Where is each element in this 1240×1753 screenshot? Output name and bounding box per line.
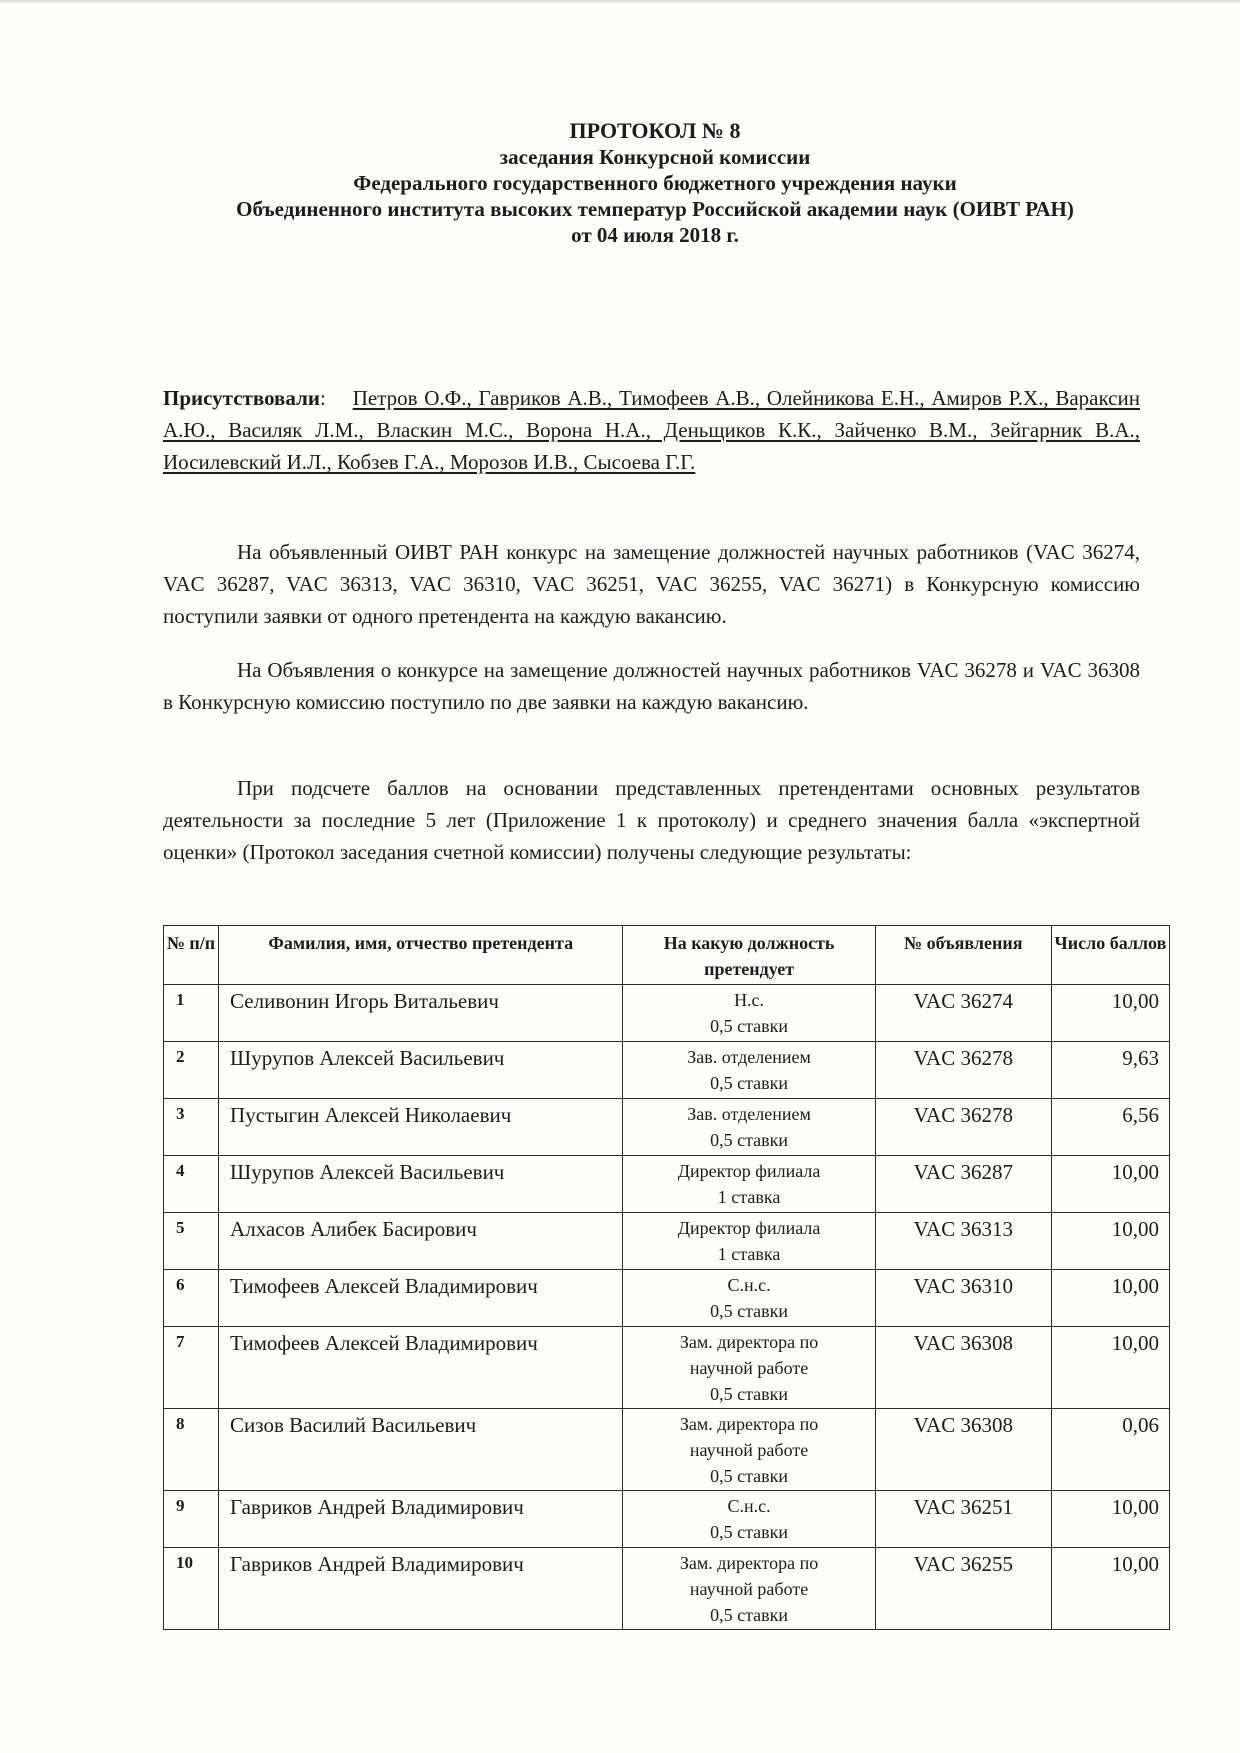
position-line: научной работе (689, 1440, 809, 1460)
position-line: Зав. отделением (687, 1047, 811, 1067)
scan-edge (0, 0, 1240, 4)
position-line: Зав. отделением (687, 1104, 811, 1124)
cell-position (623, 1409, 875, 1491)
cell-ad: VAC 36274 (875, 985, 1051, 1042)
cell-num: 5 (164, 1213, 219, 1270)
results-table (163, 925, 1170, 1630)
position-line: научной работе (689, 1579, 809, 1599)
table-row (164, 985, 1170, 1042)
cell-num: 1 (164, 985, 219, 1042)
header-name: Фамилия, имя, отчество претендента (219, 926, 623, 985)
cell-name: Шурупов Алексей Васильевич (219, 1042, 623, 1099)
cell-name: Селивонин Игорь Витальевич (219, 985, 623, 1042)
institute-name-line: Объединенного института высоких температур Российской академии наук (ОИВТ РАН) (236, 197, 1074, 221)
position-line: научной работе (689, 1358, 809, 1378)
position-line: 0,5 ставки (710, 1605, 789, 1625)
cell-score: 10,00 (1051, 1491, 1169, 1548)
paragraph-score-results: При подсчете баллов на основании представленных претендентами основных результатов деятельности за последние 5 лет (Приложение 1 к протоколу) и среднего значения балла «экспертной оценки» (Протокол заседания счетной комиссии) получены следующие результаты: (163, 776, 1140, 864)
cell-ad: VAC 36310 (875, 1270, 1051, 1327)
cell-score: 10,00 (1051, 1270, 1169, 1327)
position-line: С.н.с. (727, 1496, 771, 1516)
paragraph-two-applicants: На Объявления о конкурсе на замещение должностей научных работников VAC 36278 и VAC 36308 в Конкурсную комиссию поступило по две заявки на каждую вакансию. (163, 658, 1140, 714)
position-line: С.н.с. (727, 1275, 771, 1295)
cell-name: Алхасов Алибек Басирович (219, 1213, 623, 1270)
position-line: 0,5 ставки (710, 1016, 789, 1036)
cell-name: Сизов Василий Васильевич (219, 1409, 623, 1491)
cell-ad: VAC 36308 (875, 1409, 1051, 1491)
cell-position (623, 1156, 875, 1213)
table-row (164, 1548, 1170, 1630)
cell-score: 6,56 (1051, 1099, 1169, 1156)
position-line: Зам. директора по (679, 1553, 819, 1573)
attendees-names: Петров О.Ф., Гавриков А.В., Тимофеев А.В., Олейникова Е.Н., Амиров Р.Х., Вараксин А.Ю., Василяк Л.М., Власкин М.С., Ворона Н.А., Деньщиков К.К., Зайченко В.М., Зейгарник В.А., Иосилевский И.Л., Кобзев Г.А., Морозов И.В., Сысоева Г.Г. (163, 386, 1140, 474)
institution-line: Федерального государственного бюджетного учреждения науки (353, 171, 957, 195)
cell-score: 10,00 (1051, 1156, 1169, 1213)
table-row (164, 1327, 1170, 1409)
document-header (120, 118, 1190, 248)
attendees-block: Присутствовали: Петров О.Ф., Гавриков А.В., Тимофеев А.В., Олейникова Е.Н., Амиров Р.Х., Вараксин А.Ю., Василяк Л.М., Власкин М.С., Ворона Н.А., Деньщиков К.К., Зайченко В.М., Зейгарник В.А., Иосилевский И.Л., Кобзев Г.А., Морозов И.В., Сысоева Г.Г. (163, 386, 1140, 474)
cell-ad: VAC 36278 (875, 1099, 1051, 1156)
cell-name: Шурупов Алексей Васильевич (219, 1156, 623, 1213)
meeting-line: заседания Конкурсной комиссии (499, 145, 811, 169)
header-num: № п/п (164, 926, 219, 985)
cell-position (623, 1213, 875, 1270)
cell-num: 10 (164, 1548, 219, 1630)
cell-position (623, 1491, 875, 1548)
cell-score: 10,00 (1051, 1548, 1169, 1630)
paragraph-single-applicants: На объявленный ОИВТ РАН конкурс на замещение должностей научных работников (VAC 36274, VAC 36287, VAC 36313, VAC 36310, VAC 36251, VAC 36255, VAC 36271) в Конкурсную комиссию поступили заявки от одного претендента на каждую вакансию. (163, 540, 1140, 628)
protocol-date: от 04 июля 2018 г. (571, 223, 739, 247)
cell-num: 2 (164, 1042, 219, 1099)
cell-num: 9 (164, 1491, 219, 1548)
cell-name: Гавриков Андрей Владимирович (219, 1491, 623, 1548)
table-row (164, 1491, 1170, 1548)
position-line: Зам. директора по (679, 1414, 819, 1434)
cell-score: 9,63 (1051, 1042, 1169, 1099)
cell-position (623, 1548, 875, 1630)
cell-ad: VAC 36313 (875, 1213, 1051, 1270)
cell-name: Тимофеев Алексей Владимирович (219, 1327, 623, 1409)
table-row (164, 1213, 1170, 1270)
header-position: На какую должность претендует (623, 926, 875, 985)
table-row (164, 1270, 1170, 1327)
cell-score: 10,00 (1051, 1213, 1169, 1270)
position-line: 0,5 ставки (710, 1384, 789, 1404)
position-line: 1 ставка (717, 1244, 781, 1264)
position-line: 0,5 ставки (710, 1073, 789, 1093)
cell-num: 6 (164, 1270, 219, 1327)
table-header-row (164, 926, 1170, 985)
table-row (164, 1042, 1170, 1099)
position-line: 0,5 ставки (710, 1522, 789, 1542)
table-body (164, 985, 1170, 1630)
cell-ad: VAC 36278 (875, 1042, 1051, 1099)
table-row (164, 1099, 1170, 1156)
cell-name: Тимофеев Алексей Владимирович (219, 1270, 623, 1327)
header-ad: № объявления (875, 926, 1051, 985)
position-line: 0,5 ставки (710, 1466, 789, 1486)
position-line: Зам. директора по (679, 1332, 819, 1352)
cell-ad: VAC 36251 (875, 1491, 1051, 1548)
position-line: Директор филиала (677, 1161, 821, 1181)
cell-num: 7 (164, 1327, 219, 1409)
position-line: Директор филиала (677, 1218, 821, 1238)
cell-num: 3 (164, 1099, 219, 1156)
cell-position (623, 1042, 875, 1099)
cell-name: Гавриков Андрей Владимирович (219, 1548, 623, 1630)
position-line: 0,5 ставки (710, 1301, 789, 1321)
cell-num: 4 (164, 1156, 219, 1213)
cell-position (623, 1099, 875, 1156)
position-line: 0,5 ставки (710, 1130, 789, 1150)
cell-position (623, 985, 875, 1042)
cell-num: 8 (164, 1409, 219, 1491)
cell-score: 10,00 (1051, 985, 1169, 1042)
position-line: Н.с. (734, 990, 765, 1010)
table-row (164, 1409, 1170, 1491)
attendees-label: Присутствовали (163, 386, 320, 410)
cell-position (623, 1270, 875, 1327)
table-row (164, 1156, 1170, 1213)
cell-position (623, 1327, 875, 1409)
cell-score: 10,00 (1051, 1327, 1169, 1409)
cell-ad: VAC 36308 (875, 1327, 1051, 1409)
cell-ad: VAC 36287 (875, 1156, 1051, 1213)
cell-score: 0,06 (1051, 1409, 1169, 1491)
position-line: 1 ставка (717, 1187, 781, 1207)
cell-ad: VAC 36255 (875, 1548, 1051, 1630)
cell-name: Пустыгин Алексей Николаевич (219, 1099, 623, 1156)
header-score: Число баллов (1051, 926, 1169, 985)
protocol-title: ПРОТОКОЛ № 8 (569, 118, 741, 143)
